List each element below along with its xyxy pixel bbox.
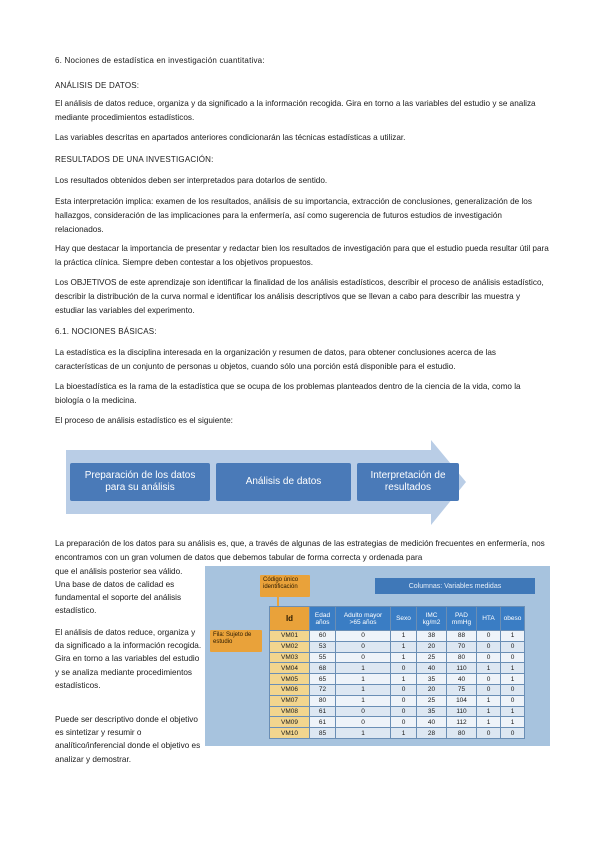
table-cell: 60 <box>310 631 336 642</box>
resultados-paragraph-4: Los OBJETIVOS de este aprendizaje son identificar la finalidad de los análisis estadísticos, describir el proceso de análisis estadístico, describir la distribución de la curva normal e identificar los análisis descriptivos que se llevan a cabo para describir las muestra y estudiar las variables del experimento. <box>55 278 544 315</box>
table-cell: 0 <box>501 641 525 652</box>
table-cell: VM02 <box>270 641 310 652</box>
table-cell: 1 <box>477 663 501 674</box>
table-cell: 68 <box>310 663 336 674</box>
table-cell: 0 <box>336 652 391 663</box>
table-cell: 0 <box>477 652 501 663</box>
table-cell: 1 <box>391 631 417 642</box>
table-cell: 20 <box>417 641 447 652</box>
data-table <box>269 606 525 739</box>
table-cell: 1 <box>391 674 417 685</box>
process-step-1: Preparación de los datos para su análisis <box>70 463 210 501</box>
table-cell: 1 <box>336 674 391 685</box>
preparacion-paragraph-1: La preparación de los datos para su análisis es, que, a través de algunas de las estrategias de medición frecuentes en enfermería, nos encontramos con un gran volumen de datos que debemos tabular de forma correcta y ordenada para <box>55 539 545 562</box>
table-cell: 25 <box>417 652 447 663</box>
table-cell: 112 <box>447 717 477 728</box>
nociones-paragraph-1: La estadística es la disciplina interesada en la organización y resumen de datos, para obtener conclusiones acerca de las características de un conjunto de personas u objetos, cuando sólo una porción está disponible para el estudio. <box>55 348 497 371</box>
table-cell: 1 <box>391 652 417 663</box>
table-cell: 1 <box>477 706 501 717</box>
table-cell: 85 <box>310 728 336 739</box>
table-cell: 0 <box>336 641 391 652</box>
table-cell: VM04 <box>270 663 310 674</box>
table-cell: 65 <box>310 674 336 685</box>
table-cell: 70 <box>447 641 477 652</box>
analisis-paragraph-1: El análisis de datos reduce, organiza y da significado a la información recogida. Gira en torno a las variables del estudio y se analiza mediante procedimientos estadísticos. <box>55 99 536 122</box>
table-cell: 0 <box>477 728 501 739</box>
table-cell: 1 <box>391 728 417 739</box>
table-cell: 0 <box>391 684 417 695</box>
table-cell: 0 <box>501 728 525 739</box>
table-cell: 0 <box>477 674 501 685</box>
nociones-paragraph-3: El proceso de análisis estadístico es el siguiente: <box>55 416 233 425</box>
table-cell: 38 <box>417 631 447 642</box>
preparacion-paragraph-3: El análisis de datos reduce, organiza y da significado a la información recogida. Gira en torno a las variables del estudio y se analiza mediante procedimientos estadísticos. <box>55 628 202 690</box>
table-cell: 75 <box>447 684 477 695</box>
table-cell: 61 <box>310 706 336 717</box>
table-cell: 35 <box>417 674 447 685</box>
header-edad: Edad años <box>310 607 336 631</box>
table-header-row <box>270 607 525 631</box>
data-table-image <box>205 566 550 746</box>
table-cell: 0 <box>477 641 501 652</box>
fila-tag: Fila: Sujeto de estudio <box>210 630 262 652</box>
table-cell: 0 <box>501 684 525 695</box>
table-cell: 1 <box>501 706 525 717</box>
analisis-heading: ANÁLISIS DE DATOS: <box>55 81 140 90</box>
table-cell: 20 <box>417 684 447 695</box>
table-cell: 104 <box>447 695 477 706</box>
header-pad: PAD mmHg <box>447 607 477 631</box>
table-cell: VM06 <box>270 684 310 695</box>
table-cell: 88 <box>447 631 477 642</box>
header-obeso: obeso <box>501 607 525 631</box>
resultados-paragraph-2: Esta interpretación implica: examen de los resultados, análisis de su importancia, extracción de conclusiones, generalización de los hallazgos, consideración de las implicaciones para la enfermería, así como sugerencia de futuros estudios de investigación relacionados. <box>55 197 532 234</box>
table-row <box>270 641 525 652</box>
table-cell: 1 <box>501 674 525 685</box>
table-cell: 0 <box>336 717 391 728</box>
table-cell: 1 <box>477 695 501 706</box>
table-cell: VM03 <box>270 652 310 663</box>
table-cell: 40 <box>447 674 477 685</box>
table-cell: 1 <box>391 641 417 652</box>
preparacion-paragraph-4: Puede ser descriptivo donde el objetivo es sintetizar y resumir o analítico/inferencial donde el objetivo es analizar y demostrar. <box>55 715 201 764</box>
table-cell: VM01 <box>270 631 310 642</box>
table-cell: 1 <box>336 728 391 739</box>
header-imc: IMC kg/m2 <box>417 607 447 631</box>
table-cell: 0 <box>477 684 501 695</box>
table-cell: VM07 <box>270 695 310 706</box>
preparacion-paragraph-2: Una base de datos de calidad es fundamental el soporte del análisis estadístico. <box>55 580 182 616</box>
table-cell: VM05 <box>270 674 310 685</box>
table-cell: VM09 <box>270 717 310 728</box>
table-row <box>270 631 525 642</box>
table-cell: 61 <box>310 717 336 728</box>
table-row <box>270 674 525 685</box>
table-row <box>270 684 525 695</box>
table-cell: 35 <box>417 706 447 717</box>
table-cell: 1 <box>501 663 525 674</box>
header-sexo: Sexo <box>391 607 417 631</box>
table-cell: 0 <box>336 631 391 642</box>
header-id: Id <box>270 607 310 631</box>
table-cell: 80 <box>447 652 477 663</box>
codigo-tag: Código único identificación <box>260 575 310 597</box>
table-cell: 1 <box>501 717 525 728</box>
table-cell: 1 <box>336 695 391 706</box>
table-cell: 0 <box>501 695 525 706</box>
table-cell: 0 <box>391 695 417 706</box>
table-cell: 80 <box>447 728 477 739</box>
resultados-paragraph-1: Los resultados obtenidos deben ser interpretados para dotarlos de sentido. <box>55 176 328 185</box>
table-cell: 0 <box>501 652 525 663</box>
nociones-paragraph-2: La bioestadística es la rama de la estadística que se ocupa de los problemas planteados dentro de la ciencia de la vida, como la biología o la medicina. <box>55 382 521 405</box>
table-cell: 25 <box>417 695 447 706</box>
table-cell: 0 <box>391 717 417 728</box>
table-row <box>270 728 525 739</box>
table-row <box>270 663 525 674</box>
table-cell: 1 <box>336 684 391 695</box>
header-adulto-mayor: Adulto mayor >65 años <box>336 607 391 631</box>
table-cell: VM10 <box>270 728 310 739</box>
nociones-heading: 6.1. NOCIONES BÁSICAS: <box>55 327 157 336</box>
table-cell: 0 <box>336 706 391 717</box>
section-title: 6. Nociones de estadística en investigación cuantitativa: <box>55 56 265 65</box>
table-cell: 28 <box>417 728 447 739</box>
table-cell: 1 <box>501 631 525 642</box>
table-cell: 80 <box>310 695 336 706</box>
process-step-3: Interpretación de resultados <box>357 463 459 501</box>
preparacion-paragraph-1-cont: que el análisis posterior sea válido. <box>55 567 183 576</box>
table-cell: 40 <box>417 717 447 728</box>
table-row <box>270 652 525 663</box>
columns-header: Columnas: Variables medidas <box>375 578 535 594</box>
table-cell: 0 <box>391 663 417 674</box>
resultados-heading: RESULTADOS DE UNA INVESTIGACIÓN: <box>55 155 214 164</box>
table-cell: 55 <box>310 652 336 663</box>
process-step-2: Análisis de datos <box>216 463 351 501</box>
table-row <box>270 706 525 717</box>
table-cell: 110 <box>447 706 477 717</box>
table-cell: 110 <box>447 663 477 674</box>
table-cell: 40 <box>417 663 447 674</box>
table-cell: VM08 <box>270 706 310 717</box>
table-row <box>270 695 525 706</box>
table-cell: 0 <box>477 631 501 642</box>
table-cell: 1 <box>336 663 391 674</box>
resultados-paragraph-3: Hay que destacar la importancia de presentar y redactar bien los resultados de investigación para que el estudio pueda resultar útil para la práctica clínica. Siempre deben contestar a los objetivos propuestos. <box>55 244 549 267</box>
table-cell: 0 <box>391 706 417 717</box>
process-diagram <box>66 440 466 525</box>
analisis-paragraph-2: Las variables descritas en apartados anteriores condicionarán las técnicas estadísticas a utilizar. <box>55 133 406 142</box>
table-cell: 1 <box>477 717 501 728</box>
table-cell: 72 <box>310 684 336 695</box>
header-hta: HTA <box>477 607 501 631</box>
table-row <box>270 717 525 728</box>
table-cell: 53 <box>310 641 336 652</box>
